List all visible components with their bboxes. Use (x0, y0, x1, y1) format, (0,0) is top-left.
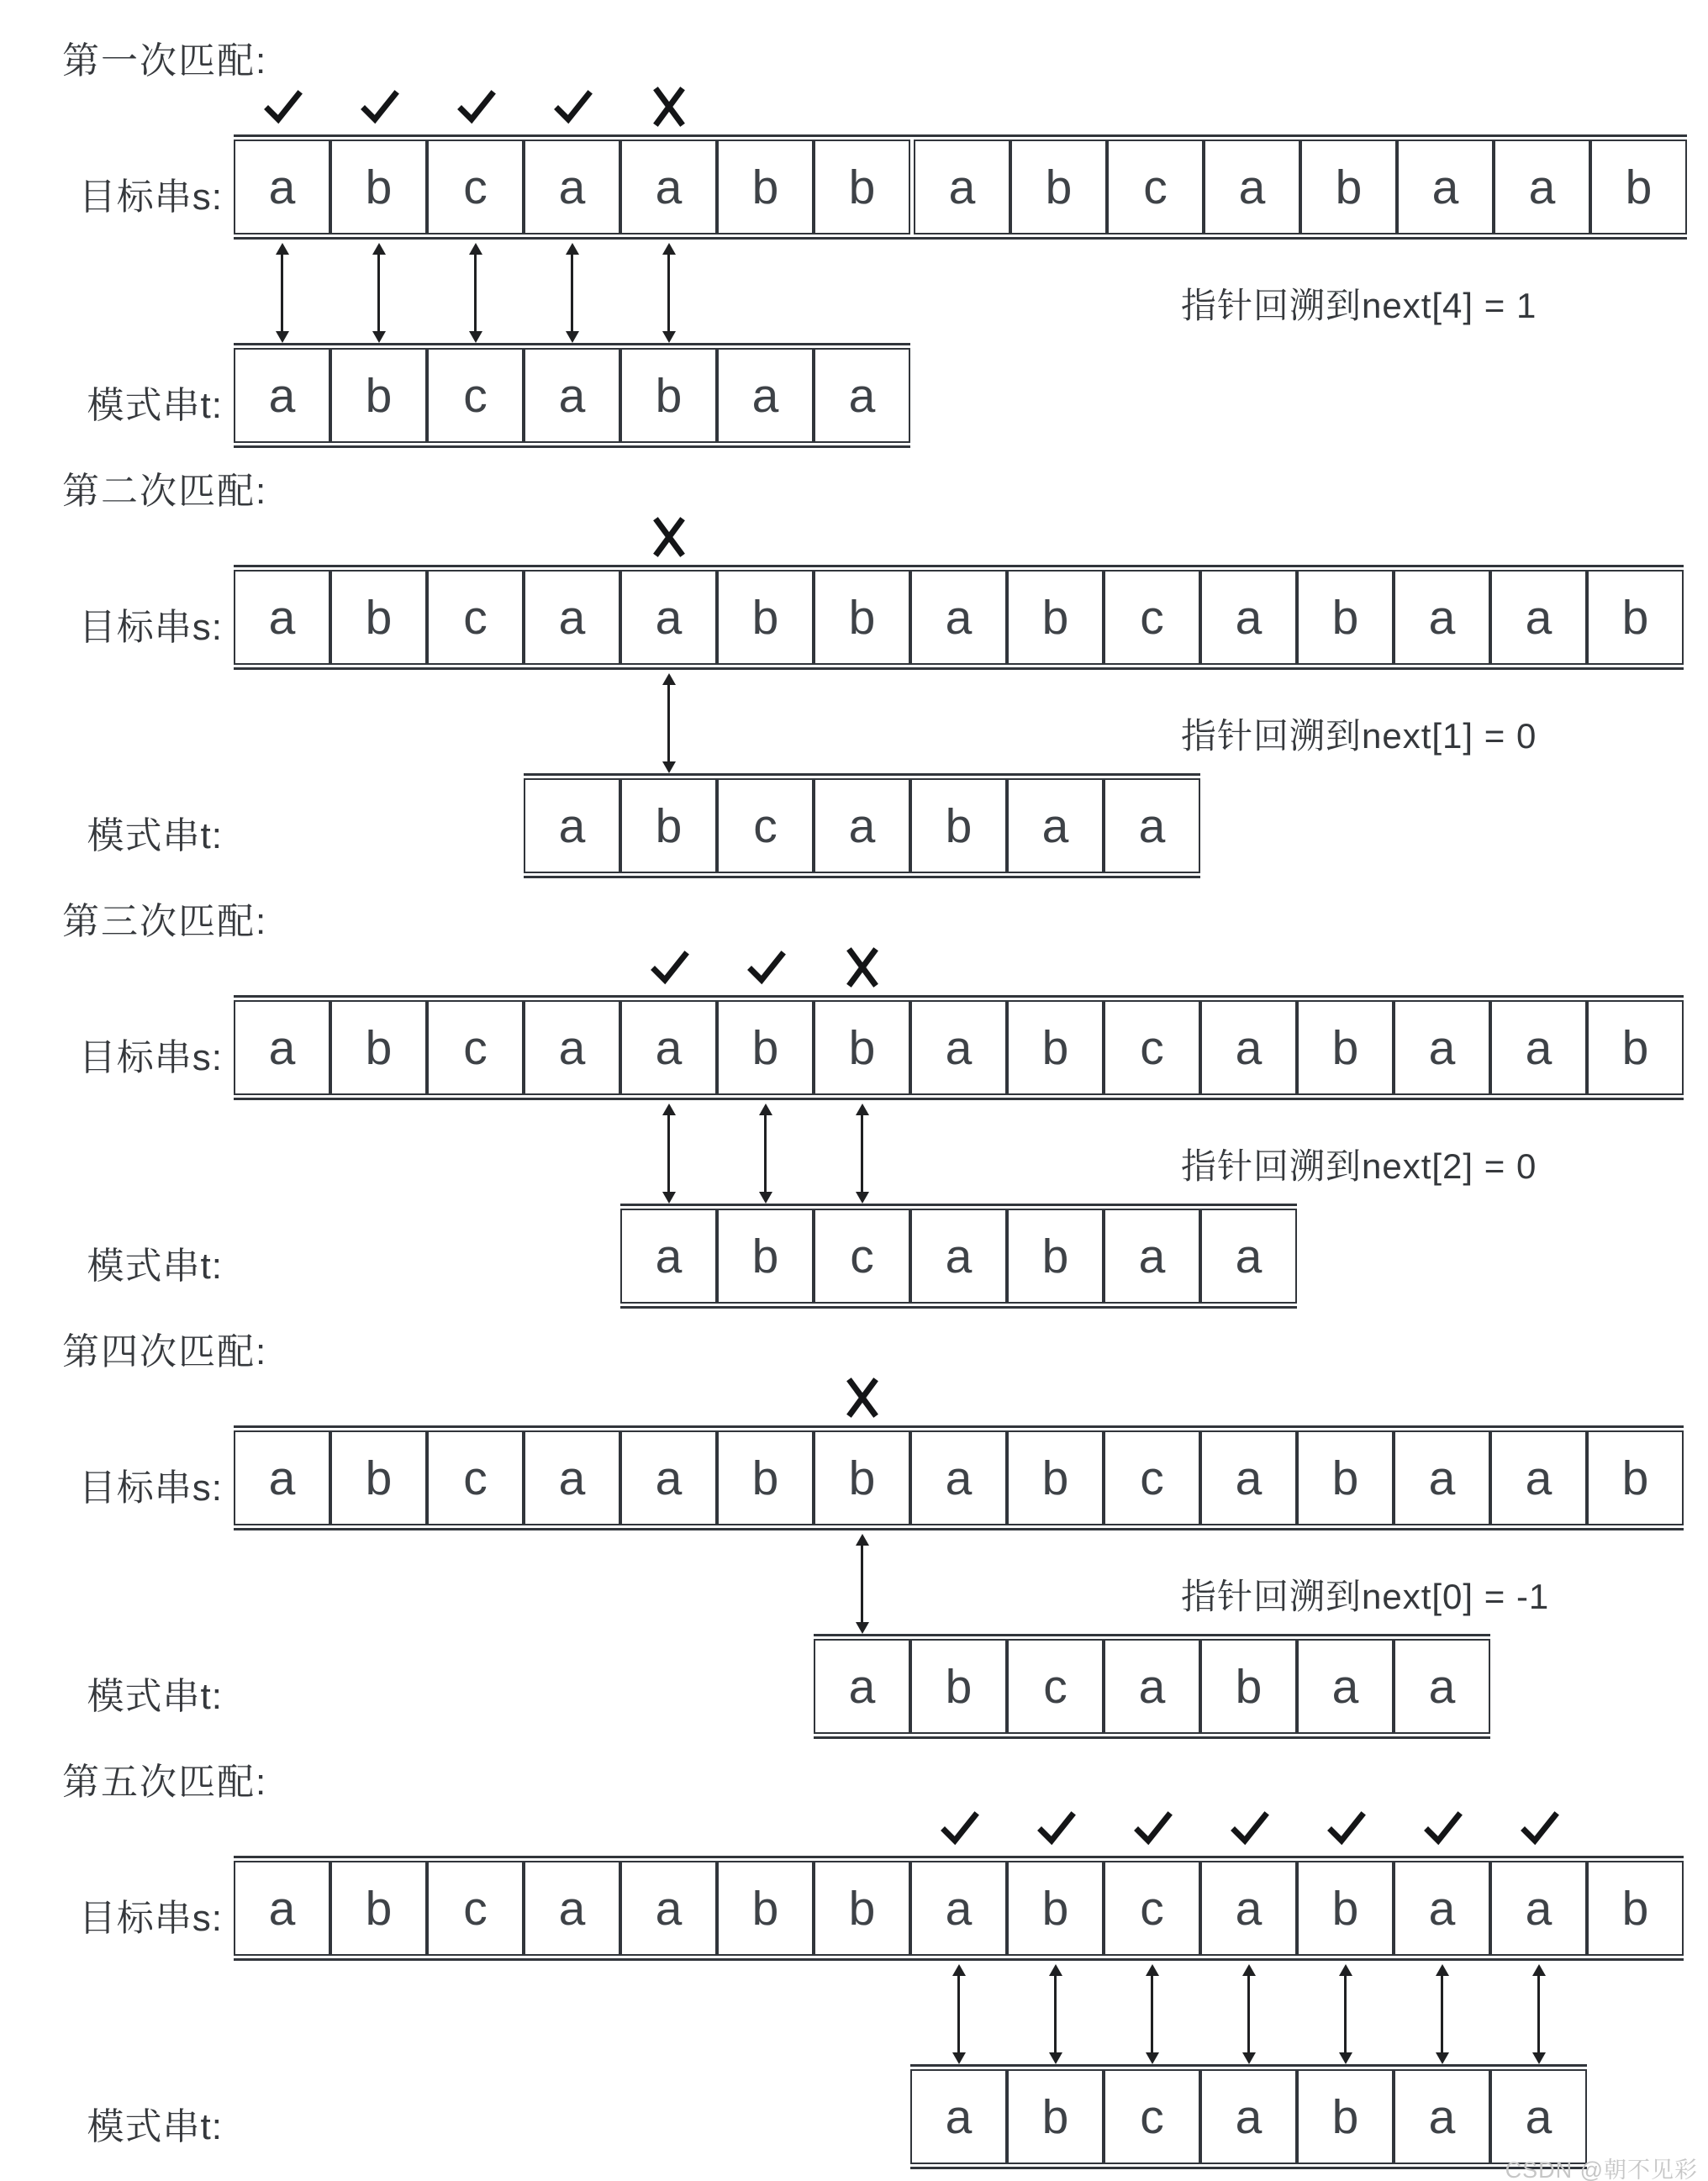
target-char-cell: a (524, 1861, 620, 1956)
match-arrow (565, 243, 580, 343)
target-char-cell: b (814, 1861, 910, 1956)
arrow-up-head (662, 1104, 676, 1115)
pattern-char-cell: a (524, 778, 620, 873)
arrow-up-head (566, 243, 579, 255)
arrow-down-head (662, 761, 676, 773)
match-arrow (1145, 1964, 1160, 2064)
arrow-down-head (952, 2052, 966, 2064)
arrow-up-head (1242, 1964, 1256, 1976)
target-char-cell: b (1297, 1861, 1394, 1956)
arrow-shaft (861, 1546, 863, 1622)
match-section-3 (0, 901, 1708, 1331)
check-icon (1421, 1807, 1463, 1849)
arrow-shaft (667, 685, 670, 761)
target-char-cell: a (1494, 140, 1590, 234)
match-arrow (1048, 1964, 1063, 2064)
arrow-up-head (952, 1964, 966, 1976)
pattern-char-cell: a (1104, 778, 1200, 873)
arrow-down-head (662, 331, 676, 343)
target-char-cell: a (910, 1430, 1007, 1525)
section-title: 第四次匹配: (62, 1331, 268, 1372)
target-char-cell: a (234, 1861, 330, 1956)
cross-icon (648, 86, 690, 128)
section-title: 第二次匹配: (62, 471, 268, 512)
target-char-cell: b (717, 570, 814, 665)
arrow-down-head (1339, 2052, 1352, 2064)
arrow-up-head (372, 243, 386, 255)
target-string-label: 目标串s: (78, 1037, 223, 1078)
pattern-string-row (234, 343, 910, 448)
backtrack-note: 指针回溯到next[4] = 1 (1181, 286, 1537, 325)
target-char-cell: b (814, 1000, 910, 1095)
pattern-char-cell: a (620, 1209, 717, 1304)
check-icon (1228, 1807, 1270, 1849)
pattern-char-cell: a (234, 348, 330, 443)
arrow-shaft (667, 255, 670, 331)
target-char-cell: a (1200, 570, 1297, 665)
target-char-cell: c (1104, 570, 1200, 665)
arrow-shaft (1441, 1976, 1443, 2052)
match-section-2 (0, 471, 1708, 901)
target-char-cell: a (620, 570, 717, 665)
target-char-cell: c (427, 1430, 524, 1525)
arrow-down-head (759, 1192, 772, 1204)
target-string-row (234, 995, 1684, 1100)
arrow-up-head (856, 1104, 869, 1115)
target-string-label: 目标串s: (78, 1898, 223, 1939)
target-char-cell: a (620, 140, 717, 234)
pattern-char-cell: a (1200, 1209, 1297, 1304)
pattern-char-cell: a (1297, 1639, 1394, 1734)
check-icon (261, 86, 303, 128)
match-arrow (468, 243, 483, 343)
pattern-string-label: 模式串t: (87, 385, 223, 426)
section-title: 第三次匹配: (62, 901, 268, 942)
arrow-shaft (764, 1115, 767, 1192)
target-char-cell: c (1104, 1000, 1200, 1095)
target-char-cell: b (814, 140, 910, 234)
target-char-cell: a (234, 140, 330, 234)
check-icon (358, 86, 400, 128)
target-char-cell: a (1200, 1861, 1297, 1956)
match-section-4 (0, 1331, 1708, 1762)
watermark: CSDN @朝不见彩 (1505, 2157, 1698, 2181)
arrow-shaft (1151, 1976, 1153, 2052)
pattern-char-cell: a (524, 348, 620, 443)
arrow-up-head (276, 243, 289, 255)
target-char-cell: b (717, 1430, 814, 1525)
target-char-cell: a (910, 1861, 1007, 1956)
target-char-cell: b (1007, 1000, 1104, 1095)
target-char-cell: a (1490, 1000, 1587, 1095)
pattern-char-cell: b (330, 348, 427, 443)
pattern-char-cell: c (814, 1209, 910, 1304)
target-char-cell: c (427, 1000, 524, 1095)
target-char-cell: a (524, 570, 620, 665)
target-char-cell: b (717, 1000, 814, 1095)
arrow-up-head (469, 243, 482, 255)
pattern-string-label: 模式串t: (87, 815, 223, 856)
match-arrow (372, 243, 387, 343)
arrow-down-head (276, 331, 289, 343)
target-char-cell: a (234, 1000, 330, 1095)
match-arrow (1435, 1964, 1450, 2064)
target-char-cell: b (1587, 1430, 1684, 1525)
pattern-char-cell: b (1200, 1639, 1297, 1734)
match-arrow (1531, 1964, 1547, 2064)
target-string-label: 目标串s: (78, 176, 223, 218)
match-arrow (855, 1104, 870, 1204)
pattern-string-row (620, 1204, 1297, 1309)
target-char-cell: a (234, 1430, 330, 1525)
pattern-char-cell: b (1007, 2069, 1104, 2164)
target-string-label: 目标串s: (78, 1467, 223, 1509)
arrow-up-head (1436, 1964, 1449, 1976)
target-char-cell: a (910, 1000, 1007, 1095)
target-string-row (234, 565, 1684, 670)
arrow-shaft (957, 1976, 960, 2052)
arrow-shaft (1247, 1976, 1250, 2052)
pattern-char-cell: a (1104, 1639, 1200, 1734)
arrow-shaft (861, 1115, 863, 1192)
target-char-cell: b (330, 1861, 427, 1956)
pattern-char-cell: b (910, 778, 1007, 873)
arrow-down-head (1049, 2052, 1062, 2064)
pattern-char-cell: c (427, 348, 524, 443)
pattern-char-cell: a (814, 348, 910, 443)
arrow-shaft (474, 255, 477, 331)
target-char-cell: a (910, 570, 1007, 665)
arrow-down-head (1146, 2052, 1159, 2064)
match-arrow (1241, 1964, 1257, 2064)
check-icon (938, 1807, 980, 1849)
target-char-cell: a (1200, 1430, 1297, 1525)
arrow-down-head (469, 331, 482, 343)
pattern-char-cell: a (910, 2069, 1007, 2164)
pattern-string-label: 模式串t: (87, 1246, 223, 1287)
pattern-char-cell: b (1297, 2069, 1394, 2164)
match-arrow (952, 1964, 967, 2064)
arrow-down-head (856, 1622, 869, 1634)
check-icon (1325, 1807, 1367, 1849)
target-char-cell: b (1007, 1861, 1104, 1956)
target-char-cell: c (1104, 1861, 1200, 1956)
cross-icon (841, 1377, 883, 1419)
arrow-down-head (1532, 2052, 1546, 2064)
pattern-char-cell: a (1200, 2069, 1297, 2164)
check-icon (1035, 1807, 1077, 1849)
target-string-row (234, 134, 1687, 240)
pattern-char-cell: b (620, 348, 717, 443)
match-arrow (758, 1104, 773, 1204)
arrow-shaft (1054, 1976, 1057, 2052)
target-char-cell: c (427, 570, 524, 665)
arrow-shaft (377, 255, 380, 331)
target-char-cell: b (330, 570, 427, 665)
pattern-char-cell: c (717, 778, 814, 873)
arrow-up-head (1339, 1964, 1352, 1976)
target-char-cell: b (1297, 1430, 1394, 1525)
target-char-cell: b (1297, 570, 1394, 665)
target-char-cell: a (1394, 570, 1490, 665)
check-icon (648, 946, 690, 988)
arrow-shaft (1537, 1976, 1540, 2052)
section-title: 第五次匹配: (62, 1762, 268, 1803)
target-char-cell: b (330, 1430, 427, 1525)
target-char-cell: c (427, 1861, 524, 1956)
match-arrow (662, 673, 677, 773)
match-arrow (275, 243, 290, 343)
match-section-1 (0, 40, 1708, 471)
target-char-cell: b (330, 140, 427, 234)
arrow-down-head (372, 331, 386, 343)
arrow-up-head (662, 673, 676, 685)
target-string-row (234, 1425, 1684, 1530)
target-char-cell: b (1587, 1861, 1684, 1956)
match-arrow (1338, 1964, 1353, 2064)
target-char-cell: a (620, 1861, 717, 1956)
arrow-up-head (1532, 1964, 1546, 1976)
arrow-shaft (571, 255, 573, 331)
target-char-cell: b (330, 1000, 427, 1095)
target-char-cell: a (1490, 570, 1587, 665)
pattern-char-cell: a (1490, 2069, 1587, 2164)
target-char-cell: a (1397, 140, 1494, 234)
arrow-down-head (1436, 2052, 1449, 2064)
pattern-char-cell: b (717, 1209, 814, 1304)
target-char-cell: b (1590, 140, 1687, 234)
target-char-cell: a (620, 1000, 717, 1095)
match-arrow (662, 1104, 677, 1204)
target-char-cell: a (524, 140, 620, 234)
target-char-cell: c (1107, 140, 1204, 234)
pattern-char-cell: a (717, 348, 814, 443)
section-title: 第一次匹配: (62, 40, 268, 82)
target-char-cell: a (1394, 1000, 1490, 1095)
pattern-char-cell: a (1394, 2069, 1490, 2164)
target-char-cell: b (1007, 570, 1104, 665)
match-section-5 (0, 1762, 1708, 2181)
arrow-shaft (667, 1115, 670, 1192)
arrow-down-head (856, 1192, 869, 1204)
target-char-cell: b (717, 1861, 814, 1956)
target-char-cell: b (1587, 1000, 1684, 1095)
target-char-cell: c (1104, 1430, 1200, 1525)
pattern-char-cell: c (1007, 1639, 1104, 1734)
target-char-cell: b (1300, 140, 1397, 234)
arrow-down-head (662, 1192, 676, 1204)
target-string-label: 目标串s: (78, 607, 223, 648)
pattern-string-row (524, 773, 1200, 878)
pattern-string-label: 模式串t: (87, 2106, 223, 2147)
check-icon (1518, 1807, 1560, 1849)
target-char-cell: a (524, 1000, 620, 1095)
pattern-string-row (910, 2064, 1587, 2169)
pattern-char-cell: b (1007, 1209, 1104, 1304)
cross-icon (841, 946, 883, 988)
arrow-down-head (566, 331, 579, 343)
target-char-cell: a (524, 1430, 620, 1525)
target-char-cell: b (1010, 140, 1107, 234)
check-icon (1131, 1807, 1173, 1849)
target-char-cell: b (814, 1430, 910, 1525)
pattern-char-cell: c (1104, 2069, 1200, 2164)
target-char-cell: b (717, 140, 814, 234)
check-icon (551, 86, 593, 128)
target-string-row (234, 1856, 1684, 1961)
arrow-shaft (1344, 1976, 1347, 2052)
pattern-char-cell: a (1007, 778, 1104, 873)
target-char-cell: c (427, 140, 524, 234)
target-char-cell: a (914, 140, 1010, 234)
cross-icon (648, 516, 690, 558)
pattern-string-row (814, 1634, 1490, 1739)
target-char-cell: a (1200, 1000, 1297, 1095)
target-char-cell: a (1204, 140, 1300, 234)
target-char-cell: a (620, 1430, 717, 1525)
backtrack-note: 指针回溯到next[0] = -1 (1181, 1577, 1550, 1616)
check-icon (455, 86, 497, 128)
pattern-char-cell: b (910, 1639, 1007, 1734)
arrow-up-head (1049, 1964, 1062, 1976)
target-char-cell: b (1007, 1430, 1104, 1525)
target-char-cell: a (234, 570, 330, 665)
arrow-shaft (281, 255, 283, 331)
pattern-char-cell: a (814, 778, 910, 873)
arrow-up-head (1146, 1964, 1159, 1976)
match-arrow (855, 1534, 870, 1634)
pattern-string-label: 模式串t: (87, 1676, 223, 1717)
pattern-char-cell: a (1104, 1209, 1200, 1304)
pattern-char-cell: a (1394, 1639, 1490, 1734)
backtrack-note: 指针回溯到next[2] = 0 (1181, 1146, 1537, 1186)
target-char-cell: b (814, 570, 910, 665)
pattern-char-cell: b (620, 778, 717, 873)
target-char-cell: a (1490, 1430, 1587, 1525)
pattern-char-cell: a (910, 1209, 1007, 1304)
pattern-char-cell: a (814, 1639, 910, 1734)
match-arrow (662, 243, 677, 343)
arrow-up-head (759, 1104, 772, 1115)
target-char-cell: a (1394, 1430, 1490, 1525)
backtrack-note: 指针回溯到next[1] = 0 (1181, 716, 1537, 756)
check-icon (745, 946, 787, 988)
arrow-up-head (662, 243, 676, 255)
target-char-cell: b (1297, 1000, 1394, 1095)
target-char-cell: a (1394, 1861, 1490, 1956)
arrow-down-head (1242, 2052, 1256, 2064)
target-char-cell: a (1490, 1861, 1587, 1956)
arrow-up-head (856, 1534, 869, 1546)
target-char-cell: b (1587, 570, 1684, 665)
